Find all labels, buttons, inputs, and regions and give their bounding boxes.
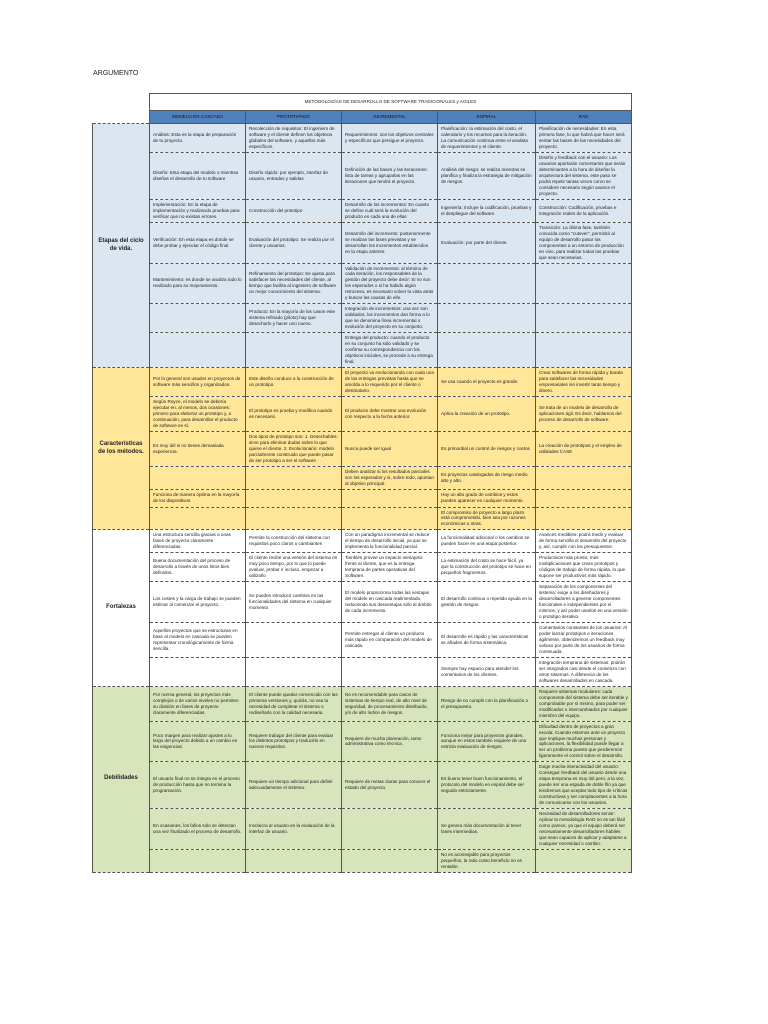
table-cell: Planificación de necesidades: En esta primera fase, lo que habrá que hacer será sentar las bases de las necesidades del proyecto.: [536, 124, 632, 153]
table-cell: Verificación: En esta etapa es donde se debe probar y ejecutar el código final: [150, 222, 246, 263]
table-cell: [150, 657, 246, 686]
table-cell: Planificación: la estimación del costo, el calendario y los recursos para la iteración. La comunicación continua entre el analista de requerimientos y el cliente.: [438, 124, 536, 153]
table-cell: Análisis: Esta es la etapa de preparación de tu proyecto.: [150, 124, 246, 153]
table-cell: Evaluación: por parte del cliente.: [438, 222, 536, 263]
table-cell: El desarrollo continuo o repetido ayuda en la gestión de riesgos.: [438, 582, 536, 623]
table-cell: [536, 304, 632, 333]
table-cell: Dos tipos de prototipo son: 1. Desechables: sirve para eliminar dudas sobre lo que quiere el cliente. 2. Evolucionario: modelo parcialmente construido que puede pasar de ser prototipo a ser el software: [246, 431, 342, 466]
table-row: [93, 304, 632, 333]
table-cell: [150, 507, 246, 530]
table-cell: [246, 507, 342, 530]
table-row: [93, 530, 632, 553]
header-cascada: MODELO EN CASCADA: [150, 111, 246, 124]
table-cell: [150, 333, 246, 368]
table-cell: Productivos más pronto: más multiplicaciones que crean prototipos y códigos de trabajo de forma rápida, lo que supone ser productivos más rápido.: [536, 553, 632, 582]
table-cell: Diseño: Esta etapa del modelo o mientras diseñas el desarrollo de tu software: [150, 153, 246, 200]
table-cell: [246, 333, 342, 368]
table-cell: Según Royce, el modelo se debería ejecutar en, al menos, dos ocasiones: primero para elaborar un prototipo y, a continuación, para desarrollar el producto de software en sí.: [150, 396, 246, 431]
table-cell: Diseño y feedback con el usuario: Los usuarios aportarán comentarios que serán determinantes a la hora de diseñar la arquitectura del sistema. este paso se podrá repetir tantas veces como se considere necesario según avance el proyecto.: [536, 153, 632, 200]
table-cell: Hay un alto grado de cambios y estos pueden aparecer en cualquier momento.: [438, 489, 536, 507]
table-cell: Crear softwares de forma rápida y barata para satisfacer las necesidades empresariales sin invertir tanto tiempo y dinero.: [536, 368, 632, 397]
table-cell: Funciona de manera óptima en la mayoría de los dispositivos: [150, 489, 246, 507]
table-cell: Desarrollo del incremento: posteriormente se realizan las fases previstas y se desarrollan los incrementos establecidos en la etapa anterior.: [342, 222, 438, 263]
table-row: [93, 153, 632, 200]
table-cell: [438, 304, 536, 333]
table-cell: [342, 849, 438, 872]
table-cell: [246, 489, 342, 507]
table-cell: Separación de los componentes del sistema: exige a los diseñadores y desarrolladores a generar componentes funcionales e independientes por sí mismos, y así poder usarlos en una versión o prototipo iterativo.: [536, 582, 632, 623]
table-cell: Requiere de mucha planeación, tanto administrativa como técnica.: [342, 721, 438, 762]
table-row: [93, 199, 632, 222]
table-cell: Transición: La última fase, también conocida como "cutover", permitirá al equipo de desarrollo pasar los componentes a un entorno de producción en vivo, para realizar todas las pruebas que sean necesarias.: [536, 222, 632, 263]
table-cell: El modelo proporciona todas las ventajas del modelo en cascada realimentado, reduciendo sus desventajas sólo al ámbito de cada incremento.: [342, 582, 438, 623]
table-cell: Mantenimiento: es donde se analiza todo lo realizado para su mejoramiento.: [150, 263, 246, 304]
table-cell: No es aconsejable para proyectos pequeños, la ratio costo beneficio no es rentable.: [438, 849, 536, 872]
table-cell: Comentarios constantes de los usuarios: Al poder lanzar prototipos e iteraciones ágilmente, obtendremos un feedback muy valioso por parte de los usuarios de forma continuada.: [536, 623, 632, 658]
table-cell: [246, 623, 342, 658]
table-cell: El cliente puede quedar convencido con las primeras versiones y, quizás, no vea la necesidad de completar el sistema o rediseñarlo con la calidad necesaria.: [246, 686, 342, 721]
table-row: [93, 686, 632, 721]
table-row: [93, 553, 632, 582]
corner-cell: [93, 111, 150, 124]
header-espiral: ESPIRAL: [438, 111, 536, 124]
table-cell: Desarrollo de los incrementos: En cuanto se define cuál será la evolución del producto en cada una de ellas: [342, 199, 438, 222]
table-cell: Integración temprana de sistemas: podrán ser integrados casi desde el comienzo con otros sistemas. A diferencia de los softwares desarrollados en cascada.: [536, 657, 632, 686]
table-cell: Una estructura sencilla gracias a unas fases de proyecto claramente diferenciadas.: [150, 530, 246, 553]
table-cell: Buena documentación del proceso de desarrollo a través de unos hitos bien definidos.: [150, 553, 246, 582]
table-cell: Entrega del producto: cuando el producto en su conjunto ha sido validado y se confirma su correspondencia con los objetivos iniciales, se procede a su entrega final.: [342, 333, 438, 368]
table-row: [93, 762, 632, 809]
table-cell: Es primordial un control de riesgos y costos: [438, 431, 536, 466]
table-cell: Se genera más documentación al tener fases intermedias.: [438, 809, 536, 850]
table-cell: Aplica la creación de un prototipo.: [438, 396, 536, 431]
table-cell: Los costes y la carga de trabajo se pueden estimar al comenzar el proyecto.: [150, 582, 246, 623]
table-row: [93, 721, 632, 762]
table-cell: [342, 657, 438, 686]
table-cell: Por norma general, los proyectos más complejos o de varios niveles no permiten su división en fases de proyecto claramente diferenciadas.: [150, 686, 246, 721]
table-cell: Producto: En la mayoría de los casos este sistema refinado (piloto) hay que desecharlo y hacer uno nuevo.: [246, 304, 342, 333]
table-cell: Evaluación del prototipo: Se realiza por el cliente y usuarios.: [246, 222, 342, 263]
table-cell: [150, 466, 246, 489]
table-cell: Funciona mejor para proyectos grandes, aunque en estos también requiere de una estricta evaluación de riesgos.: [438, 721, 536, 762]
table-cell: Poco margen para realizar ajustes a lo largo del proyecto debido a un cambio en las exigencias.: [150, 721, 246, 762]
table-cell: Construcción: Codificación, pruebas e integración reales de la aplicación.: [536, 199, 632, 222]
table-cell: Nunca puede ser igual: [342, 431, 438, 466]
corner-cell: [93, 94, 150, 111]
table-cell: No es recomendable para casos de sistemas de tiempo real, de alto nivel de seguridad, de procesamiento distribuido, y/o de alto índice de riesgos.: [342, 686, 438, 721]
table-cell: [536, 849, 632, 872]
table-cell: Análisis del riesgo: se realiza mientras se planifica y finaliza la estrategia de mitigación de riesgos.: [438, 153, 536, 200]
table-cell: [536, 466, 632, 489]
table-cell: Aquellos proyectos que se estructuran en base al modelo en cascada se pueden representar cronológicamente de forma sencilla.: [150, 623, 246, 658]
table-cell: Riesgo de no cumplir con la planificación o el presupuesto.: [438, 686, 536, 721]
table-cell: [536, 507, 632, 530]
table-row: [93, 222, 632, 263]
table-cell: Es muy útil si no tienes demasiada experiencia.: [150, 431, 246, 466]
table-cell: Requiere de metas claras para conocer el estado del proyecto.: [342, 762, 438, 809]
table-row: [93, 582, 632, 623]
table-cell: Definición de las bases y las iteraciones: lista de tareas y agruparlas en las iteraciones que tendrá el proyecto.: [342, 153, 438, 200]
table-row: [93, 657, 632, 686]
table-cell: [150, 304, 246, 333]
methodologies-table: [92, 93, 632, 873]
table-cell: Requiere un tiempo adicional para definir adecuadamente el sistema.: [246, 762, 342, 809]
table-cell: Recolección de requisitos: El ingeniero de software y el cliente definen los objetivos globales del software, y aquellos más específicos.: [246, 124, 342, 153]
table-cell: Requerimientos: son los objetivos centrales y específicos que persigue el proyecto.: [342, 124, 438, 153]
table-row: [93, 623, 632, 658]
table-cell: También provee un impacto ventajoso frente al cliente, que es la entrega temprana de partes operativas del Software.: [342, 553, 438, 582]
table-cell: Diseño rápido: por ejemplo, interfaz de usuario, entradas y salidas: [246, 153, 342, 200]
table-cell: [438, 333, 536, 368]
table-cell: El compromiso de proyecto a largo plazo está comprometido, bien sea por razones económicas u otras.: [438, 507, 536, 530]
table-cell: Requiere sistemas modulares: cada componente del sistema debe ser iterable y comprobable por sí mismo, para poder ser modificados o intercambiados por cualquier miembro del equipo.: [536, 686, 632, 721]
table-cell: Necesidad de desarrolladores senior: Aplicar la metodología RAD no es tan fácil como parece, ya que el equipo deberá ser necesariamente desarrolladores hábiles que sean capaces de aplicar y adaptarse a cualquier necesidad o cambio.: [536, 809, 632, 850]
table-cell: Este diseño conduce a la construcción de un prototipo.: [246, 368, 342, 397]
table-cell: Se pueden introducir cambios en las funcionalidades del sistema en cualquier momento: [246, 582, 342, 623]
table-cell: Involucra al usuario en la evaluación de la interfaz de usuario.: [246, 809, 342, 850]
table-title: METODOLOGÍAS DE DESARROLLO DE SOFTWARE TRADICIONALES y AGILES: [150, 94, 632, 111]
table-cell: Permite entregar al cliente un producto más rápido en comparación del modelo de cascada.: [342, 623, 438, 658]
header-rad: RAD: [536, 111, 632, 124]
table-cell: [536, 263, 632, 304]
table-row: [93, 466, 632, 489]
table-row: [93, 431, 632, 466]
table-cell: Implementación: En la etapa de implementación y realizando pruebas para verificar que no existan errores.: [150, 199, 246, 222]
table-cell: Requiere trabajar del cliente para evaluar los distintos prototipos y traducirlo en nuevos requisitos.: [246, 721, 342, 762]
table-cell: Dificultad dentro de proyectos a gran escala: Cuando estemos ante un proyecto que implique muchas personas y aplicaciones, la flexibilidad puede llegar a ser un problema puesto que perderemos ligeramente el control sobre el desarrollo.: [536, 721, 632, 762]
table-row: [93, 849, 632, 872]
category-label: Características de los métodos.: [93, 368, 150, 530]
table-row: [93, 333, 632, 368]
table-cell: El prototipo es prueba y modifica cuando es necesario.: [246, 396, 342, 431]
table-cell: [246, 657, 342, 686]
table-cell: Validación de incrementos: al término de cada iteración, los responsables de la gestión del proyecto debe decir: Si no son los esperados o si ha habido algún retroceso, es necesario volver la vista atrás y buscar las causas de ello.: [342, 263, 438, 304]
table-cell: El usuario final no se integra en el proceso de producción hasta que no termina la programación.: [150, 762, 246, 809]
table-cell: Es bueno tener buen funcionamiento, el protocolo del modelo en espiral debe ser seguido estrictamente.: [438, 762, 536, 809]
table-cell: Con un paradigma incremental se reduce el tiempo de desarrollo inicial, ya que se implementa la funcionalidad parcial.: [342, 530, 438, 553]
table-row: [93, 507, 632, 530]
table-cell: Se trata de un modelo de desarrollo de aplicaciones ágil. Es decir, hablamos del proceso de desarrollo de software.: [536, 396, 632, 431]
table-row: [93, 809, 632, 850]
table-cell: [536, 489, 632, 507]
table-cell: Siempre hay espacio para atender los comentarios de los clientes.: [438, 657, 536, 686]
table-cell: [150, 849, 246, 872]
table-cell: [342, 809, 438, 850]
header-incremental: INCREMENTAL: [342, 111, 438, 124]
table-cell: La creación de prototipos y el empleo de utilidades CASE: [536, 431, 632, 466]
table-cell: El cliente recibe una versión del sistema en muy poco tiempo, por lo que lo puede evaluar, probar e incluso, empezar a utilizarlo: [246, 553, 342, 582]
table-cell: [342, 489, 438, 507]
table-cell: Construcción del prototipo: [246, 199, 342, 222]
table-cell: Por lo general son usados en proyectos de software más sencillos y organizados.: [150, 368, 246, 397]
table-cell: Avances medibles: podrá medir y evaluar de forma sencilla el desarrollo del proyecto y, así, cumplir con los presupuestos.: [536, 530, 632, 553]
table-cell: Exige mucha interactividad del usuario: Conseguir feedback del usuario desde una etapa temprana es muy útil pero, a la vez, puede ser una espada de doble filo ya que tendremos que aceptar todo tipo de críticas constructivas y ser complacientes a la hora de comunicarse con los usuarios.: [536, 762, 632, 809]
table-row: [93, 124, 632, 153]
table-cell: La funcionalidad adicional o los cambios se pueden hacer en una etapa posterior.: [438, 530, 536, 553]
table-cell: [438, 263, 536, 304]
table-cell: Ingeniería: Incluye la codificación, pruebas y el despliegue del software.: [438, 199, 536, 222]
table-cell: [342, 507, 438, 530]
category-label: Debilidades: [93, 686, 150, 872]
table-cell: Permite la construcción del sistema con requisitos poco claros o cambiantes: [246, 530, 342, 553]
table-body: [93, 124, 632, 873]
table-cell: Se usa cuando el proyecto es grande.: [438, 368, 536, 397]
table-row: [93, 263, 632, 304]
table-cell: [246, 849, 342, 872]
table-cell: El producto debe mostrar una evolución con respecto a la fecha anterior.: [342, 396, 438, 431]
table-cell: [536, 333, 632, 368]
category-label: Etapas del ciclo de vida.: [93, 124, 150, 368]
table-cell: Integración de incrementos: una vez son validados, los incrementos dan forma a lo que se denomina línea incremental o evolución del proyecto en su conjunto.: [342, 304, 438, 333]
table-cell: [246, 466, 342, 489]
table-cell: Deben analizar si los resultados parciales son los esperados y si, sobre todo, apuntan al objetivo principal.: [342, 466, 438, 489]
table-row: [93, 396, 632, 431]
table-cell: En ocasiones, los fallos solo se detectan una vez finalizado el proceso de desarrollo.: [150, 809, 246, 850]
table-cell: El desarrollo es rápido y las características se añaden de forma sistemática.: [438, 623, 536, 658]
document-label: ARGUMENTO: [93, 70, 139, 77]
category-label: Fortalezas: [93, 530, 150, 686]
table-row: [93, 368, 632, 397]
table-cell: El proyecto va evolucionando con cada una de las entregas previstas hasta que se amolda a lo requerido por el cliente o destinatario.: [342, 368, 438, 397]
table-row: [93, 489, 632, 507]
table-cell: Es proyectos catalogados de riesgo medio alto y alto.: [438, 466, 536, 489]
header-prototipado: PROTOTIPADO: [246, 111, 342, 124]
table-cell: La estimación del costo se hace fácil, ya que la construcción del prototipo se hace en pequeños fragmentos.: [438, 553, 536, 582]
table-cell: Refinamiento del prototipo: Se ajusta para satisfacer las necesidades del cliente, al tiempo que facilita al ingeniero de software un mejor conocimiento del sistema.: [246, 263, 342, 304]
